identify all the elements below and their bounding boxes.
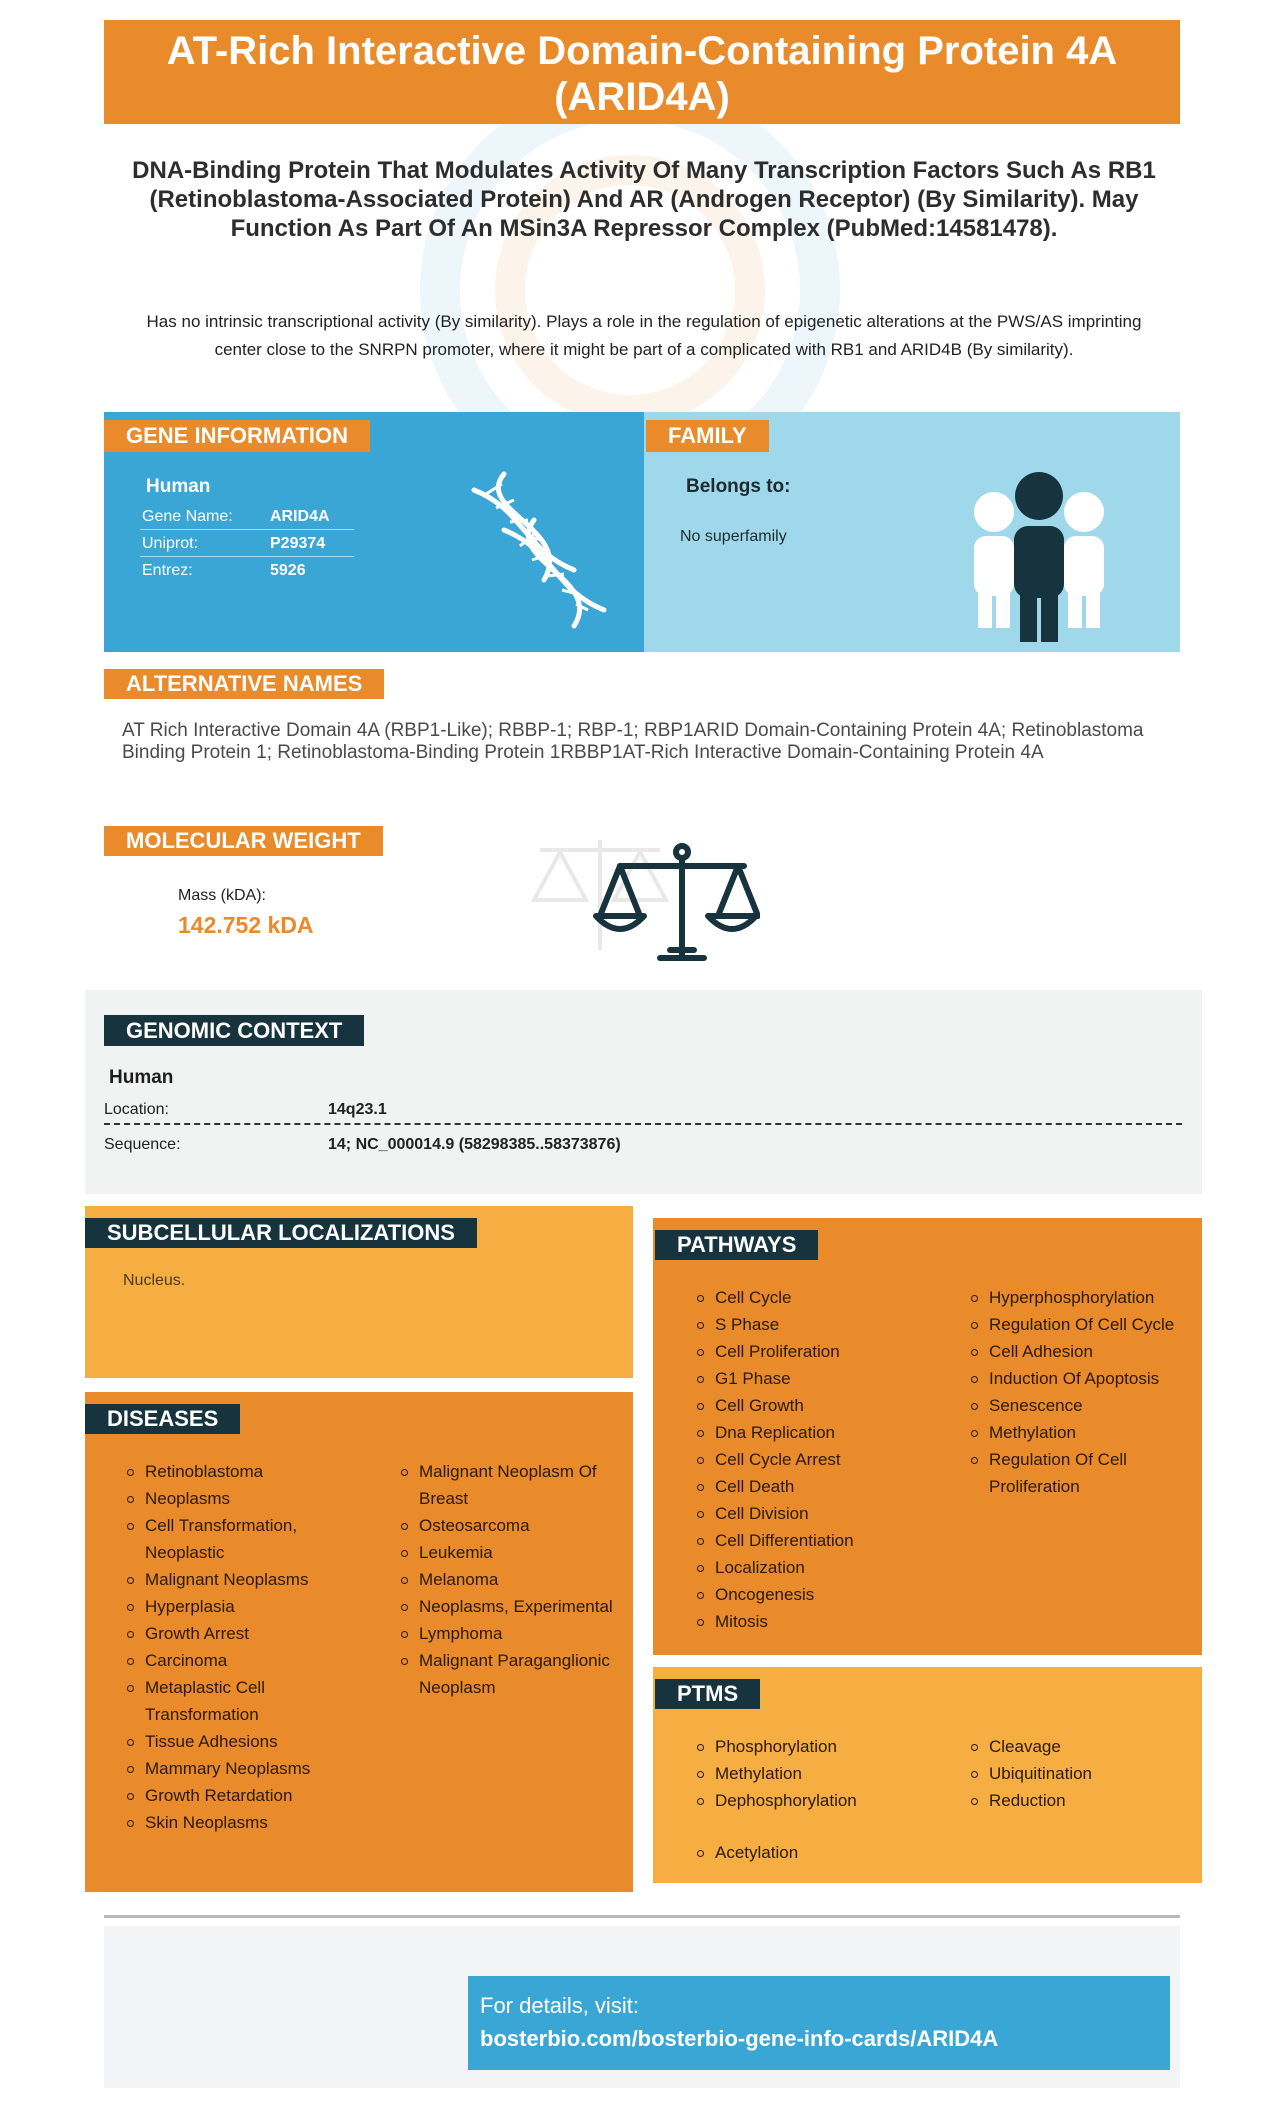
ptm-item: Acetylation <box>693 1839 943 1866</box>
pathway-item: Senescence <box>967 1392 1193 1419</box>
ptm-item: Ubiquitination <box>967 1760 1193 1787</box>
entrez-label: Entrez: <box>142 562 193 579</box>
subcellular-localizations-box <box>85 1206 633 1378</box>
entrez-value: 5926 <box>270 562 306 579</box>
balance-scale-icon <box>530 820 760 970</box>
sequence-row <box>104 1130 1182 1160</box>
subcellular-localizations-heading: SUBCELLULAR LOCALIZATIONS <box>85 1218 477 1248</box>
gene-info-row <box>140 557 354 584</box>
pathways-list-col2 <box>967 1284 1193 1500</box>
pathway-item: Regulation Of Cell Proliferation <box>967 1446 1193 1500</box>
pathway-item: Dna Replication <box>693 1419 943 1446</box>
disease-item: Tissue Adhesions <box>123 1728 355 1755</box>
details-url-link[interactable]: bosterbio.com/bosterbio-gene-info-cards/ARID4A <box>480 2026 999 2051</box>
sequence-value: 14; NC_000014.9 (58298385..58373876) <box>328 1136 621 1153</box>
disease-item: Leukemia <box>397 1539 617 1566</box>
diseases-list-col2 <box>397 1458 617 1701</box>
ptm-item: Reduction <box>967 1787 1193 1814</box>
disease-item: Cell Transformation, Neoplastic <box>123 1512 355 1566</box>
genomic-species-label: Human <box>109 1067 174 1088</box>
disease-item: Retinoblastoma <box>123 1458 355 1485</box>
disease-item: Lymphoma <box>397 1620 617 1647</box>
disease-item: Melanoma <box>397 1566 617 1593</box>
diseases-heading: DISEASES <box>85 1404 240 1434</box>
disease-item: Skin Neoplasms <box>123 1809 355 1836</box>
pathways-heading: PATHWAYS <box>655 1230 818 1260</box>
gene-name-label: Gene Name: <box>142 508 233 525</box>
pathway-item: Methylation <box>967 1419 1193 1446</box>
pathway-item: Cell Cycle Arrest <box>693 1446 943 1473</box>
pathway-item: Hyperphosphorylation <box>967 1284 1193 1311</box>
ptm-item: Methylation <box>693 1760 943 1787</box>
disease-item: Carcinoma <box>123 1647 355 1674</box>
gene-information-heading: GENE INFORMATION <box>104 420 370 452</box>
footer-divider <box>104 1915 1180 1918</box>
gene-info-row <box>140 530 354 557</box>
pathways-box <box>653 1218 1202 1655</box>
details-intro-text: For details, visit: <box>480 1993 639 2018</box>
gene-species-label: Human <box>146 476 211 497</box>
diseases-box <box>85 1392 633 1892</box>
ptms-list-extra <box>693 1839 943 1866</box>
location-row <box>104 1095 1182 1125</box>
disease-item: Osteosarcoma <box>397 1512 617 1539</box>
pathway-item: Regulation Of Cell Cycle <box>967 1311 1193 1338</box>
pathway-item: Oncogenesis <box>693 1581 943 1608</box>
location-value: 14q23.1 <box>328 1101 387 1118</box>
molecular-weight-heading: MOLECULAR WEIGHT <box>104 826 383 856</box>
ptm-item: Dephosphorylation <box>693 1787 943 1814</box>
disease-item: Malignant Paraganglionic Neoplasm <box>397 1647 617 1701</box>
ptm-item: Phosphorylation <box>693 1733 943 1760</box>
diseases-list-col1 <box>123 1458 355 1836</box>
pathway-item: Mitosis <box>693 1608 943 1635</box>
family-heading: FAMILY <box>646 420 769 452</box>
protein-description: Has no intrinsic transcriptional activity (By similarity). Plays a role in the regulation of epigenetic alterations at the PWS/AS imprinting center close to the SNRPN promoter, where it might be part of a complicated with RB1 and ARID4B (By similarity). <box>146 312 1142 359</box>
disease-item: Malignant Neoplasms <box>123 1566 355 1593</box>
belongs-to-label: Belongs to: <box>686 476 791 497</box>
pathway-item: S Phase <box>693 1311 943 1338</box>
gene-info-row <box>140 503 354 530</box>
pathway-item: Localization <box>693 1554 943 1581</box>
subcellular-localization-value: Nucleus. <box>123 1272 186 1289</box>
disease-item: Metaplastic Cell Transformation <box>123 1674 355 1728</box>
pathway-item: Cell Death <box>693 1473 943 1500</box>
pathway-item: Cell Division <box>693 1500 943 1527</box>
disease-item: Neoplasms, Experimental <box>397 1593 617 1620</box>
pathways-list-col1 <box>693 1284 943 1635</box>
mass-value: 142.752 kDA <box>178 912 314 938</box>
gene-name-value: ARID4A <box>270 508 330 525</box>
ptms-box <box>653 1667 1202 1883</box>
pathway-item: Cell Differentiation <box>693 1527 943 1554</box>
sequence-label: Sequence: <box>104 1136 181 1153</box>
dna-helix-icon <box>464 470 614 630</box>
pathway-item: Induction Of Apoptosis <box>967 1365 1193 1392</box>
alternative-names-text: AT Rich Interactive Domain 4A (RBP1-Like); RBBP-1; RBP-1; RBP1ARID Domain-Containing Protein 4A; Retinoblastoma Binding Protein 1; Retinoblastoma-Binding Protein 1RBBP1AT-Rich Interactive Domain-Containing Protein 4A <box>122 720 1144 763</box>
disease-item: Malignant Neoplasm Of Breast <box>397 1458 617 1512</box>
pathway-item: Cell Adhesion <box>967 1338 1193 1365</box>
pathway-item: Cell Proliferation <box>693 1338 943 1365</box>
superfamily-value: No superfamily <box>680 528 787 545</box>
ptms-list-col2 <box>967 1733 1193 1814</box>
mass-label: Mass (kDA): <box>178 887 266 904</box>
disease-item: Neoplasms <box>123 1485 355 1512</box>
disease-item: Hyperplasia <box>123 1593 355 1620</box>
ptm-item: Cleavage <box>967 1733 1193 1760</box>
uniprot-value: P29374 <box>270 535 326 552</box>
pathway-item: Cell Growth <box>693 1392 943 1419</box>
page-title: AT-Rich Interactive Domain-Containing Protein 4A (ARID4A) <box>104 20 1180 124</box>
pathway-item: Cell Cycle <box>693 1284 943 1311</box>
details-link-box[interactable] <box>468 1976 1170 2070</box>
protein-function-summary: DNA-Binding Protein That Modulates Activity Of Many Transcription Factors Such As RB1 (Retinoblastoma-Associated Protein) And AR (Androgen Receptor) (By Similarity). May Function As Part Of An MSin3A Repressor Complex (PubMed:14581478). <box>132 157 1156 242</box>
pathway-item: G1 Phase <box>693 1365 943 1392</box>
ptms-heading: PTMS <box>655 1679 760 1709</box>
ptms-list-col1 <box>693 1733 943 1814</box>
uniprot-label: Uniprot: <box>142 535 199 552</box>
disease-item: Mammary Neoplasms <box>123 1755 355 1782</box>
disease-item: Growth Retardation <box>123 1782 355 1809</box>
location-label: Location: <box>104 1101 169 1118</box>
people-group-icon <box>964 472 1114 642</box>
disease-item: Growth Arrest <box>123 1620 355 1647</box>
genomic-context-heading: GENOMIC CONTEXT <box>104 1015 364 1046</box>
alternative-names-heading: ALTERNATIVE NAMES <box>104 669 384 699</box>
